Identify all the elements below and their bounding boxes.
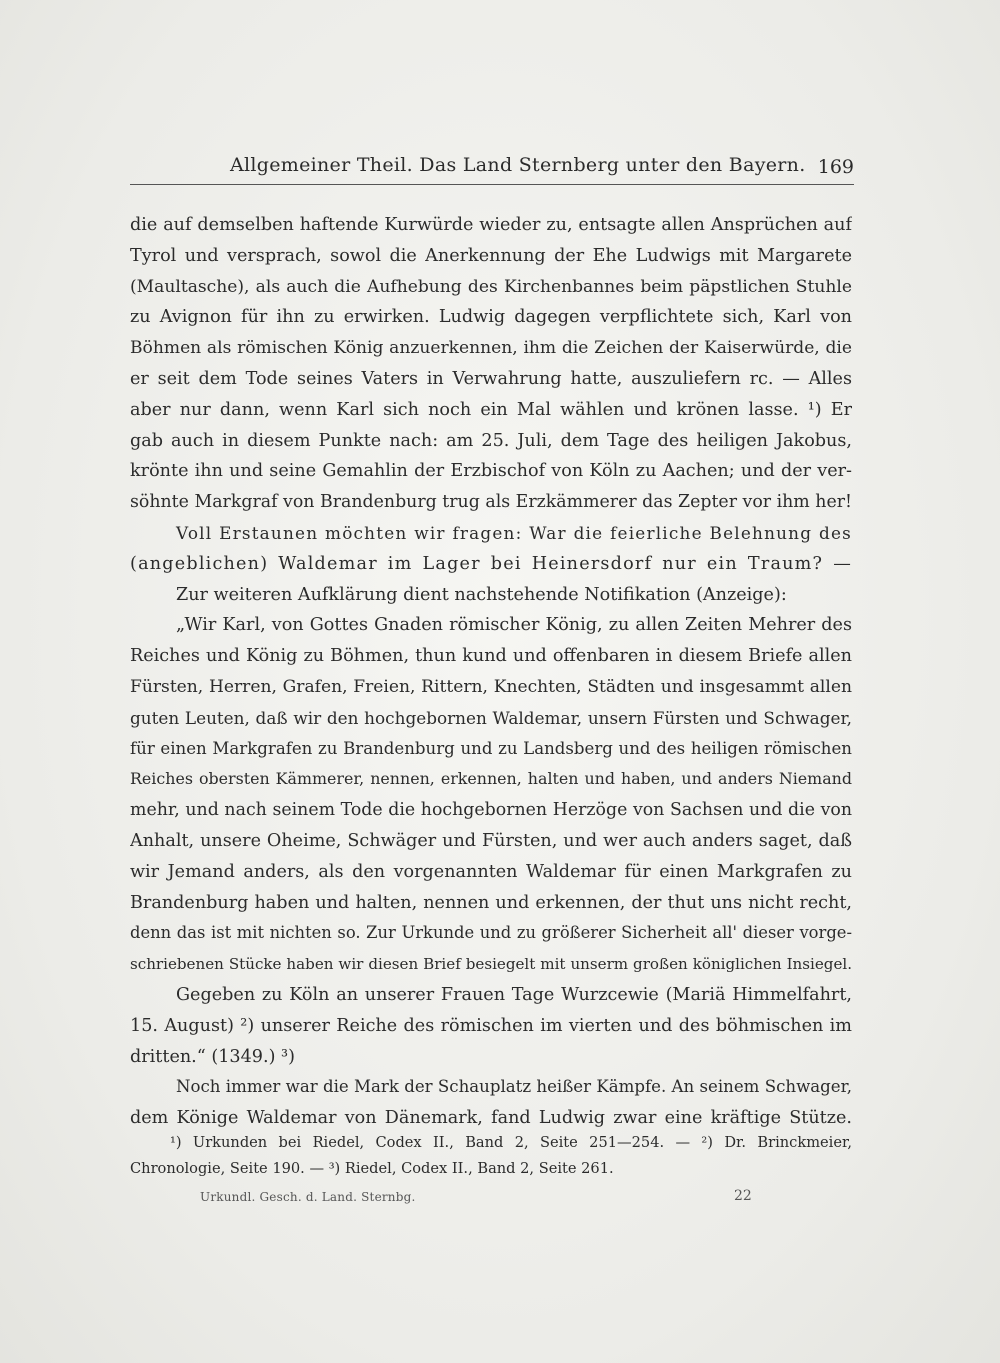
text-line: aber nur dann, wenn Karl sich noch ein Mal wählen und krönen lasse. ¹) Er <box>130 399 852 420</box>
text-line: Anhalt, unsere Oheime, Schwäger und Fürsten, und wer auch anders saget, daß <box>130 830 852 851</box>
text-line: Reiches obersten Kämmerer, nennen, erkennen, halten und haben, und anders Niemand <box>130 769 852 789</box>
text-line: gab auch in diesem Punkte nach: am 25. Juli, dem Tage des heiligen Jakobus, <box>130 430 852 451</box>
body-text <box>130 210 852 1134</box>
text-line: Noch immer war die Mark der Schauplatz heißer Kämpfe. An seinem Schwager, <box>176 1077 852 1097</box>
sheet-signature: Urkundl. Gesch. d. Land. Sternbg. <box>200 1190 416 1204</box>
text-line: für einen Markgrafen zu Brandenburg und zu Landsberg und des heiligen römischen <box>130 738 852 758</box>
text-line: Fürsten, Herren, Grafen, Freien, Rittern, Knechten, Städten und insgesammt allen <box>130 676 852 697</box>
running-header <box>130 150 854 185</box>
text-line: denn das ist mit nichten so. Zur Urkunde und zu größerer Sicherheit all' dieser vorge- <box>130 923 852 943</box>
text-line: krönte ihn und seine Gemahlin der Erzbischof von Köln zu Aachen; und der ver- <box>130 461 852 482</box>
text-line: er seit dem Tode seines Vaters in Verwahrung hatte, auszuliefern rc. — Alles <box>130 368 852 389</box>
text-line: Gegeben zu Köln an unserer Frauen Tage Wurzcewie (Mariä Himmelfahrt, <box>176 984 852 1005</box>
text-line: söhnte Markgraf von Brandenburg trug als Erzkämmerer das Zepter vor ihm her! <box>130 492 852 513</box>
text-line: (Maultasche), als auch die Aufhebung des Kirchenbannes beim päpstlichen Stuhle <box>130 276 852 297</box>
text-line: guten Leuten, daß wir den hochgebornen Waldemar, unsern Fürsten und Schwager, <box>130 707 852 728</box>
text-line: Brandenburg haben und halten, nennen und erkennen, der thut uns nicht recht, <box>130 892 852 913</box>
text-line: Böhmen als römischen König anzuerkennen, ihm die Zeichen der Kaiserwürde, die <box>130 338 852 359</box>
text-line: dritten.“ (1349.) ³) <box>130 1046 295 1067</box>
text-line: Zur weiteren Aufklärung dient nachstehende Notifikation (Anzeige): <box>176 584 787 605</box>
header-title: Allgemeiner Theil. Das Land Sternberg unter den Bayern. <box>230 154 806 176</box>
text-line: dem Könige Waldemar von Dänemark, fand Ludwig zwar eine kräftige Stütze. <box>130 1108 852 1129</box>
text-line: die auf demselben haftende Kurwürde wieder zu, entsagte allen Ansprüchen auf <box>130 215 852 235</box>
footnotes <box>130 1130 852 1182</box>
text-line: schriebenen Stücke haben wir diesen Brief besiegelt mit unserm großen königlichen Insiegel. <box>130 955 852 974</box>
footnote-line: ¹) Urkunden bei Riedel, Codex II., Band 2, Seite 251—254. — ²) Dr. Brinckmeier, <box>170 1134 852 1151</box>
text-line: (angeblichen) Waldemar im Lager bei Heinersdorf nur ein Traum? — <box>130 553 852 574</box>
text-line: wir Jemand anders, als den vorgenannten Waldemar für einen Markgrafen zu <box>130 861 852 882</box>
sheet-number: 22 <box>734 1188 752 1204</box>
text-line: Voll Erstaunen möchten wir fragen: War die feierliche Belehnung des <box>176 522 852 543</box>
text-line: zu Avignon für ihn zu erwirken. Ludwig dagegen verpflichtete sich, Karl von <box>130 307 852 328</box>
text-line: Reiches und König zu Böhmen, thun kund und offenbaren in diesem Briefe allen <box>130 646 852 667</box>
text-line: „Wir Karl, von Gottes Gnaden römischer König, zu allen Zeiten Mehrer des <box>176 615 852 636</box>
text-line: 15. August) ²) unserer Reiche des römischen im vierten und des böhmischen im <box>130 1015 852 1036</box>
text-line: Tyrol und versprach, sowol die Anerkennung der Ehe Ludwigs mit Margarete <box>130 245 852 266</box>
footnote-line: Chronologie, Seite 190. — ³) Riedel, Codex II., Band 2, Seite 261. <box>130 1160 614 1177</box>
page-number: 169 <box>817 156 854 178</box>
text-line: mehr, und nach seinem Tode die hochgebornen Herzöge von Sachsen und die von <box>130 800 852 821</box>
